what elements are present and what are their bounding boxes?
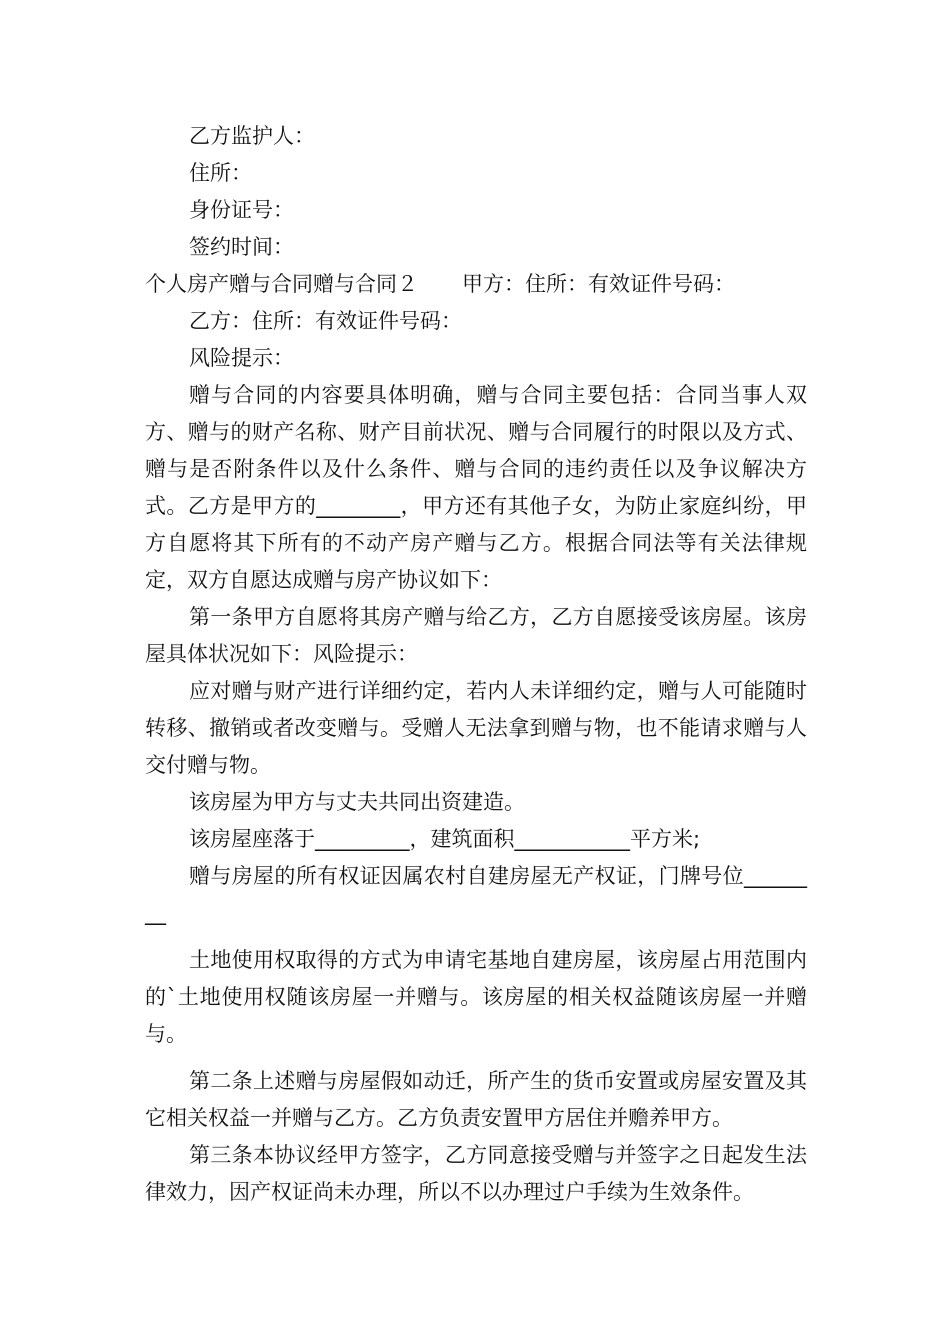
address-line: 住所： [189, 161, 252, 185]
party-a-line: 甲方：住所：有效证件号码： [462, 272, 735, 296]
build-paragraph: 该房屋为甲方与丈夫共同出资建造。 [189, 790, 525, 814]
id-number-line: 身份证号： [189, 198, 294, 222]
contract-title-line [145, 266, 807, 303]
intro-paragraph [145, 377, 807, 599]
contract-title: 个人房产赠与合同赠与合同２ [145, 272, 418, 296]
land-paragraph: 土地使用权取得的方式为申请宅基地自建房屋，该房屋占用范围内的`土地使用权随该房屋一并赠与。该房屋的相关权益随该房屋一并赠与。 [145, 948, 807, 1046]
guardian-line: 乙方监护人： [189, 124, 315, 148]
sign-time-line: 签约时间： [189, 235, 294, 259]
house-number-blank: ________ [145, 864, 807, 925]
certificate-paragraph [145, 858, 807, 932]
relation-blank: ________ [316, 494, 401, 518]
location-text-b: ，建筑面积 [409, 827, 515, 851]
certificate-text: 赠与房屋的所有权证因属农村自建房屋无产权证，门牌号位 [189, 864, 744, 888]
article-3: 第三条本协议经甲方签字，乙方同意接受赠与并签字之日起发生法律效力，因产权证尚未办理，所以不以办理过户手续为生效条件。 [145, 1143, 807, 1204]
risk-label-1: 风险提示： [189, 346, 294, 370]
article-1: 第一条甲方自愿将其房产赠与给乙方，乙方自愿接受该房屋。该房屋具体状况如下：风险提示： [145, 605, 807, 666]
paragraph-spacer [145, 932, 807, 942]
intro-text-a: 赠与合同的内容要具体明确，赠与合同主要包括：合同当事人双方、赠与的财产名称、财产目前状况、赠与合同履行的时限以及方式、赠与是否附条件以及什么条件、赠与合同的违约责任以及争议解决方式。乙方是甲方的 [145, 383, 807, 518]
location-blank: _________ [315, 827, 410, 851]
paragraph-spacer [145, 1053, 807, 1063]
location-paragraph [145, 821, 807, 858]
location-text-c: 平方米; [630, 827, 701, 851]
risk-paragraph-2: 应对赠与财产进行详细约定，若内人未详细约定，赠与人可能随时转移、撤销或者改变赠与。受赠人无法拿到赠与物，也不能请求赠与人交付赠与物。 [145, 679, 807, 777]
document-page [145, 118, 807, 1211]
area-blank: ___________ [514, 827, 630, 851]
location-text-a: 该房屋座落于 [189, 827, 315, 851]
party-b-line: 乙方：住所：有效证件号码： [189, 309, 462, 333]
intro-text-b: ，甲方还有其他子女，为防止家庭纠纷，甲方自愿将其下所有的不动产房产赠与乙方。根据合同法等有关法律规定，双方自愿达成赠与房产协议如下： [145, 494, 808, 592]
article-2: 第二条上述赠与房屋假如动迁，所产生的货币安置或房屋安置及其它相关权益一并赠与乙方。乙方负责安置甲方居住并赡养甲方。 [145, 1069, 807, 1130]
